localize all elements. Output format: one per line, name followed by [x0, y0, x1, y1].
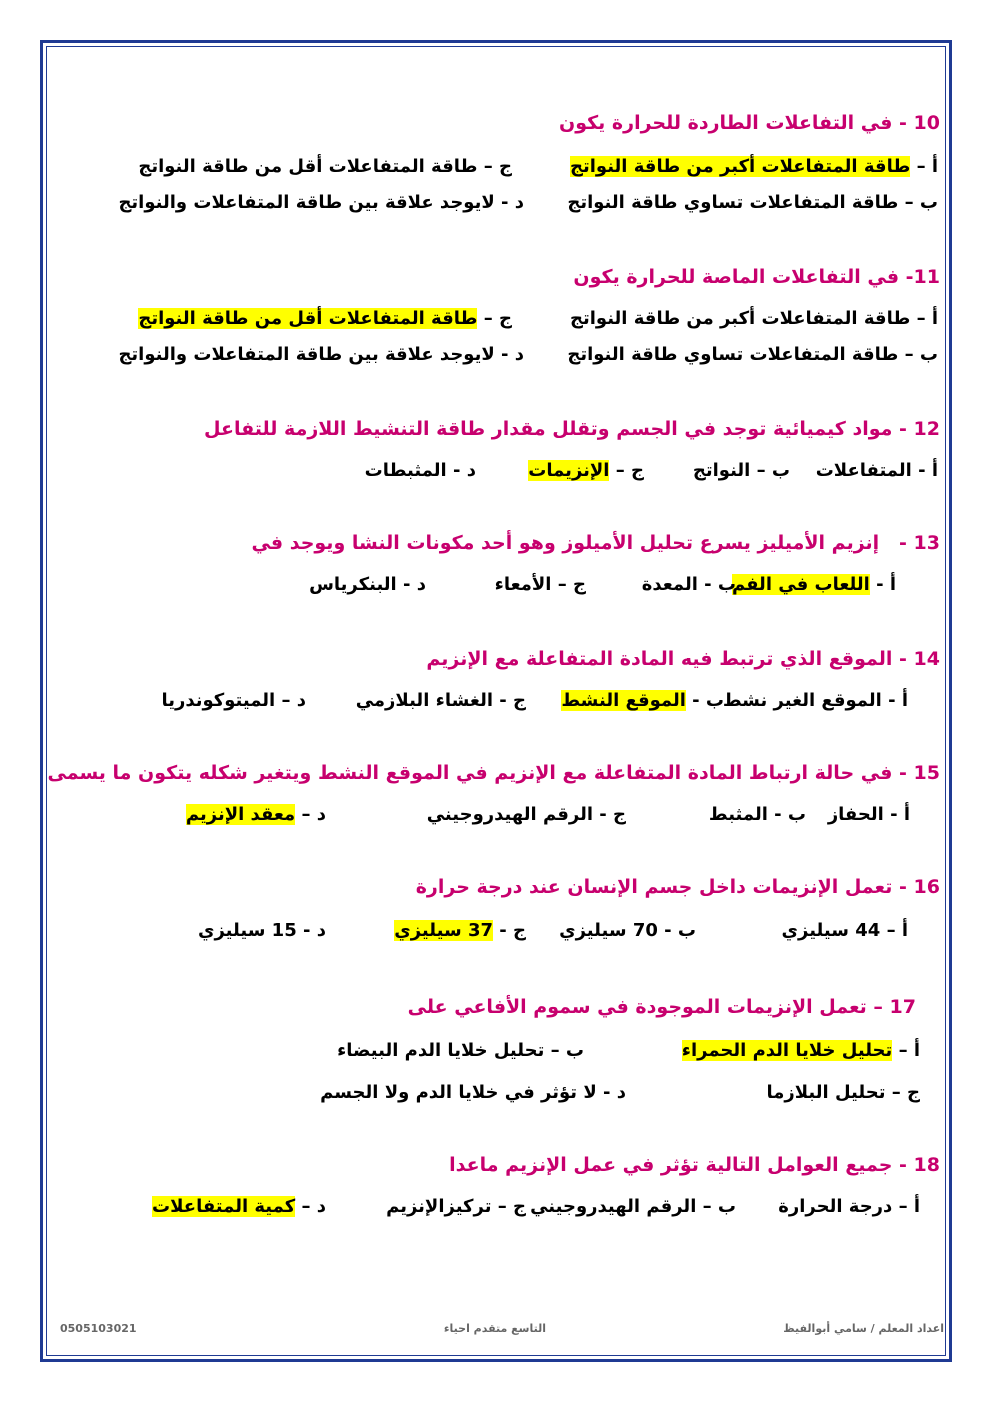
question-text: الموقع الذي ترتبط فيه المادة المتفاعلة مع الإنزيم: [426, 648, 893, 670]
footer-phone: 0505103021: [60, 1322, 137, 1335]
option-c[interactable]: ج – طاقة المتفاعلات أقل من طاقة النواتج: [138, 308, 512, 329]
option-c[interactable]: ج - الرقم الهيدروجيني: [426, 804, 626, 825]
option-b[interactable]: ب – طاقة المتفاعلات تساوي طاقة النواتج: [567, 344, 938, 365]
option-c[interactable]: ج – تركيزالإنزيم: [386, 1196, 526, 1217]
option-a[interactable]: أ – 44 سيليزي: [781, 920, 908, 941]
option-d[interactable]: د - لايوجد علاقة بين طاقة المتفاعلات والنواتج: [118, 344, 524, 365]
question-text: مواد كيميائية توجد في الجسم وتقلل مقدار طاقة التنشيط اللازمة للتفاعل: [204, 418, 893, 440]
option-d[interactable]: د - المثبطات: [364, 460, 476, 481]
option-a[interactable]: أ - المتفاعلات: [815, 460, 938, 481]
footer-author: اعداد المعلم / سامي أبوالفيظ: [783, 1322, 944, 1335]
question-14: 14 - الموقع الذي ترتبط فيه المادة المتفاعلة مع الإنزيم: [426, 648, 940, 670]
question-number: 11: [913, 266, 940, 288]
option-d[interactable]: د - البنكرياس: [309, 574, 426, 595]
option-c[interactable]: ج – الأمعاء: [494, 574, 586, 595]
option-b[interactable]: ب – النواتج: [692, 460, 790, 481]
option-b[interactable]: ب – تحليل خلايا الدم البيضاء: [337, 1040, 584, 1061]
option-c[interactable]: ج - 37 سيليزي: [394, 920, 526, 941]
question-number: 14: [913, 648, 940, 670]
option-c[interactable]: ج – الإنزيمات: [528, 460, 644, 481]
answer-highlight: تحليل خلايا الدم الحمراء: [681, 1040, 893, 1061]
question-text: في حالة ارتباط المادة المتفاعلة مع الإنزيم في الموقع النشط ويتغير شكله يتكون ما يسمى: [47, 762, 893, 784]
question-text: في التفاعلات الطاردة للحرارة يكون: [559, 112, 893, 134]
option-c[interactable]: ج - الغشاء البلازمي: [355, 690, 526, 711]
answer-highlight: طاقة المتفاعلات أكبر من طاقة النواتج: [570, 156, 911, 177]
question-15: 15 - في حالة ارتباط المادة المتفاعلة مع الإنزيم في الموقع النشط ويتغير شكله يتكون ما يسمى: [47, 762, 940, 784]
question-18: 18 - جميع العوامل التالية تؤثر في عمل الإنزيم ماعدا: [449, 1154, 940, 1176]
question-number: 10: [913, 112, 940, 134]
option-a[interactable]: أ – تحليل خلايا الدم الحمراء: [681, 1040, 920, 1061]
option-b[interactable]: ب - المثبط: [708, 804, 806, 825]
question-number: 15: [913, 762, 940, 784]
option-d[interactable]: د – كمية المتفاعلات: [152, 1196, 326, 1217]
answer-highlight: طاقة المتفاعلات أقل من طاقة النواتج: [138, 308, 478, 329]
question-11: 11- في التفاعلات الماصة للحرارة يكون: [573, 266, 940, 288]
option-a[interactable]: أ – طاقة المتفاعلات أكبر من طاقة النواتج: [570, 308, 938, 329]
footer-course: التاسع متقدم احياء: [443, 1322, 546, 1335]
option-b[interactable]: ب - 70 سيليزي: [559, 920, 696, 941]
answer-highlight: الموقع النشط: [561, 690, 686, 711]
answer-highlight: اللعاب في الفم: [731, 574, 870, 595]
question-number: 12: [913, 418, 940, 440]
answer-highlight: كمية المتفاعلات: [152, 1196, 296, 1217]
answer-highlight: الإنزيمات: [528, 460, 610, 481]
option-b[interactable]: ب – الرقم الهيدروجيني: [530, 1196, 736, 1217]
question-text: تعمل الإنزيمات الموجودة في سموم الأفاعي على: [407, 996, 867, 1018]
question-10: 10 - في التفاعلات الطاردة للحرارة يكون: [559, 112, 940, 134]
option-a[interactable]: أ – طاقة المتفاعلات أكبر من طاقة النواتج: [570, 156, 938, 177]
question-number: 17: [889, 996, 916, 1018]
question-text: تعمل الإنزيمات داخل جسم الإنسان عند درجة حرارة: [415, 876, 893, 898]
answer-highlight: معقد الإنزيم: [185, 804, 296, 825]
option-a[interactable]: أ - الموقع الغير نشط: [722, 690, 908, 711]
option-a[interactable]: أ - الحفاز: [827, 804, 910, 825]
option-b[interactable]: ب - الموقع النشط: [561, 690, 724, 711]
option-d[interactable]: د – الميتوكوندريا: [161, 690, 306, 711]
option-d[interactable]: د - لايوجد علاقة بين طاقة المتفاعلات والنواتج: [118, 192, 524, 213]
question-12: 12 - مواد كيميائية توجد في الجسم وتقلل مقدار طاقة التنشيط اللازمة للتفاعل: [204, 418, 940, 440]
worksheet-page: [46, 46, 946, 1356]
option-d[interactable]: د - لا تؤثر في خلايا الدم ولا الجسم: [320, 1082, 626, 1103]
option-a[interactable]: أ - اللعاب في الفم: [731, 574, 896, 595]
question-13: 13 - إنزيم الأميليز يسرع تحليل الأميلوز وهو أحد مكونات النشا ويوجد في: [251, 532, 940, 554]
option-d[interactable]: د - 15 سيليزي: [197, 920, 326, 941]
question-text: إنزيم الأميليز يسرع تحليل الأميلوز وهو أحد مكونات النشا ويوجد في: [251, 532, 880, 554]
question-number: 13: [913, 532, 940, 554]
question-text: جميع العوامل التالية تؤثر في عمل الإنزيم ماعدا: [449, 1154, 893, 1176]
option-b[interactable]: ب - المعدة: [641, 574, 736, 595]
question-16: 16 - تعمل الإنزيمات داخل جسم الإنسان عند درجة حرارة: [415, 876, 940, 898]
option-a[interactable]: أ – درجة الحرارة: [778, 1196, 920, 1217]
question-number: 16: [913, 876, 940, 898]
option-c[interactable]: ج – طاقة المتفاعلات أقل من طاقة النواتج: [138, 156, 512, 177]
option-b[interactable]: ب – طاقة المتفاعلات تساوي طاقة النواتج: [567, 192, 938, 213]
option-c[interactable]: ج – تحليل البلازما: [766, 1082, 920, 1103]
option-d[interactable]: د – معقد الإنزيم: [185, 804, 326, 825]
question-text: في التفاعلات الماصة للحرارة يكون: [573, 266, 900, 288]
question-number: 18: [913, 1154, 940, 1176]
question-17: 17 – تعمل الإنزيمات الموجودة في سموم الأفاعي على: [407, 996, 916, 1018]
answer-highlight: 37 سيليزي: [394, 920, 493, 941]
